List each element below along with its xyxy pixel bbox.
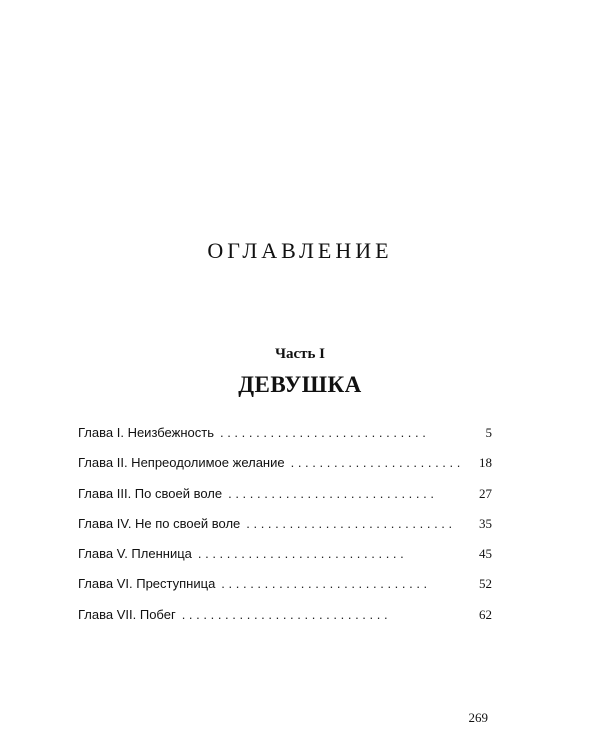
- toc-entry-1[interactable]: [78, 425, 492, 455]
- toc-entry-3[interactable]: [78, 486, 492, 516]
- toc-leader-dots: [291, 455, 462, 470]
- table-of-contents: [78, 425, 492, 637]
- toc-entry-title: Глава VI. Преступница: [78, 576, 216, 592]
- toc-entry-page: 27: [479, 485, 492, 501]
- part-label: Часть I: [274, 346, 326, 362]
- toc-leader-dots: [221, 576, 426, 591]
- page-number: 269: [468, 710, 488, 725]
- toc-entry-title: Глава VII. Побег: [78, 606, 176, 622]
- toc-entry-7[interactable]: [78, 607, 492, 637]
- toc-entry-2[interactable]: [78, 455, 492, 485]
- toc-leader-dots: [220, 425, 425, 440]
- toc-entry-title: Глава II. Непреодолимое желание: [78, 455, 285, 471]
- toc-entry-title: Глава V. Пленница: [78, 546, 192, 562]
- toc-leader-dots: [246, 516, 451, 531]
- toc-entry-title: Глава IV. Не по своей воле: [78, 515, 241, 531]
- toc-entry-5[interactable]: [78, 546, 492, 576]
- toc-entry-page: 35: [479, 515, 492, 531]
- toc-entry-4[interactable]: [78, 516, 492, 546]
- toc-leader-dots: [228, 486, 433, 501]
- toc-entry-title: Глава III. По своей воле: [78, 485, 223, 501]
- toc-entry-6[interactable]: [78, 576, 492, 606]
- toc-leader-dots: [182, 607, 387, 622]
- toc-entry-page: 45: [479, 546, 492, 562]
- toc-entry-title: Глава I. Неизбежность: [78, 425, 214, 440]
- toc-leader-dots: [198, 546, 403, 561]
- toc-entry-page: 62: [479, 606, 492, 622]
- toc-entry-page: 18: [479, 455, 492, 471]
- part-title: ДЕВУШКА: [238, 372, 362, 397]
- toc-entry-page: 52: [479, 576, 492, 592]
- page-title: ОГЛАВЛЕНИЕ: [207, 238, 393, 263]
- toc-entry-page: 5: [485, 425, 492, 440]
